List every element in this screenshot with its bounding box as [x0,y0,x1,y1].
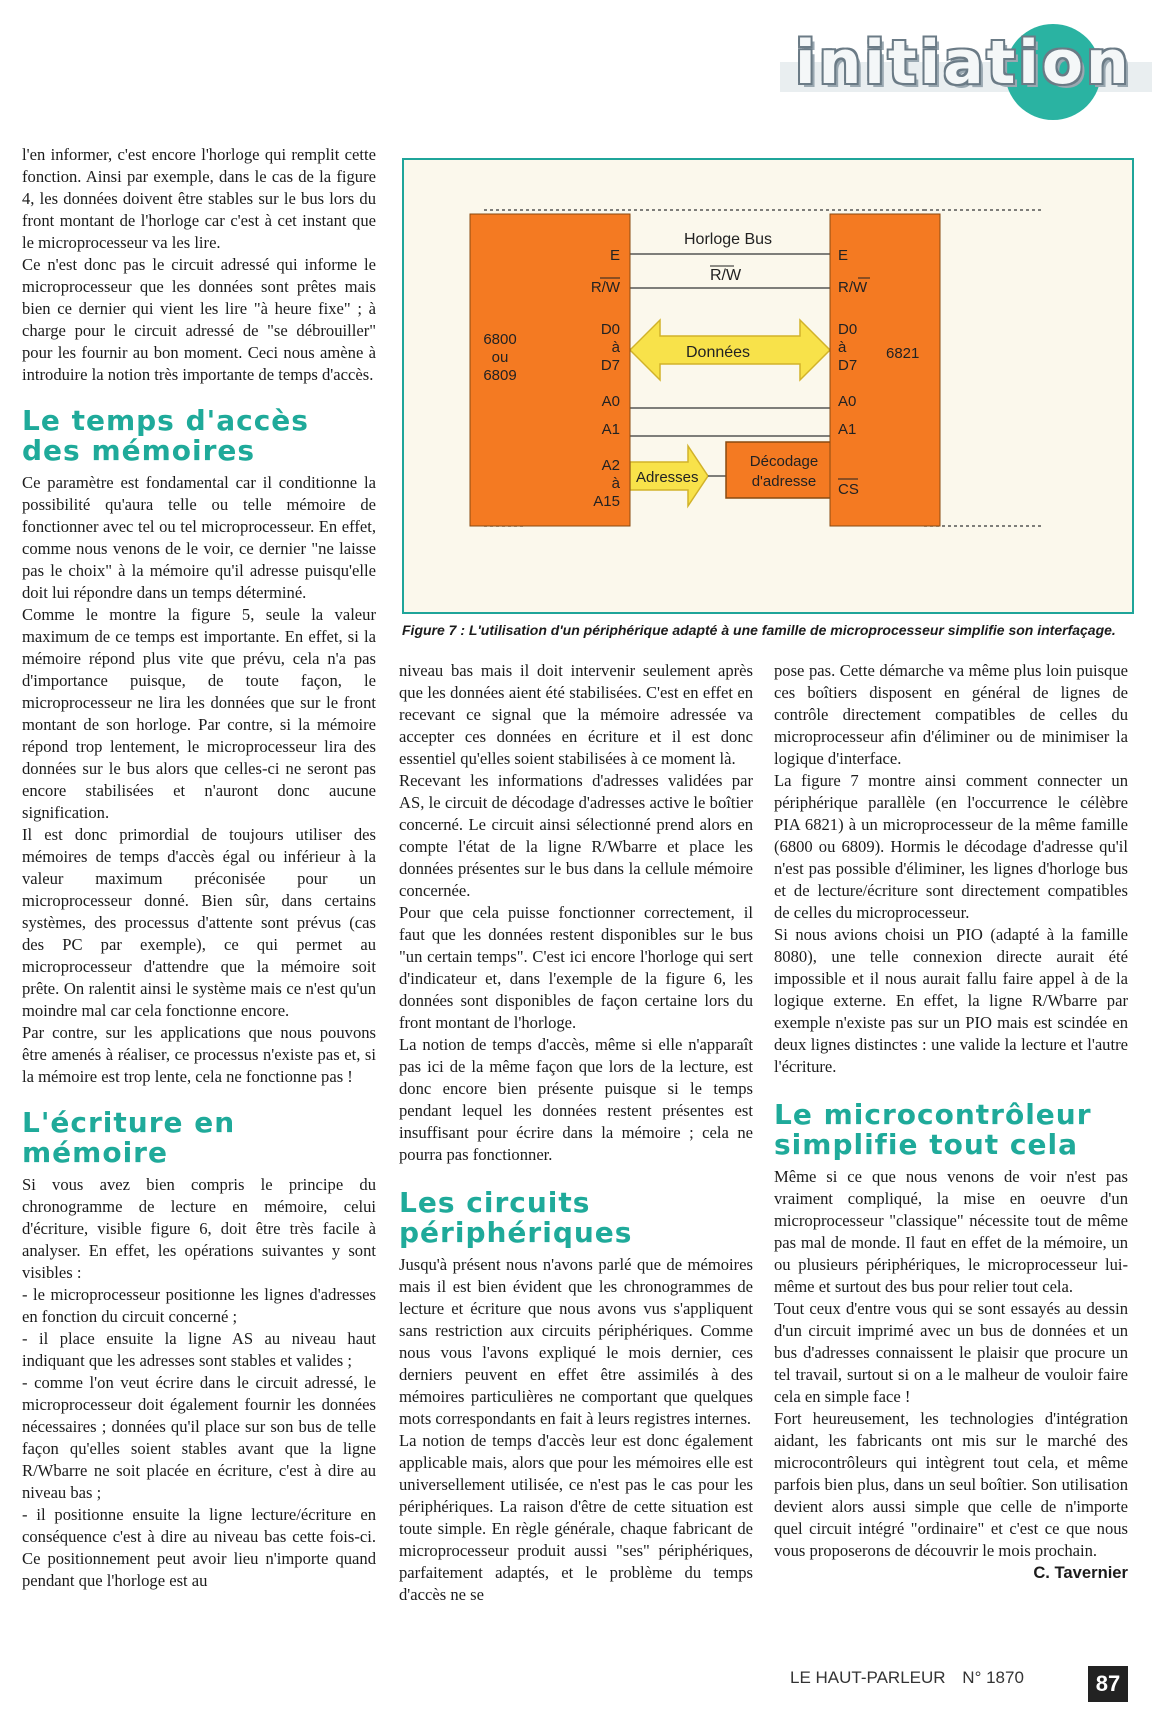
figure-7-diagram [404,160,1132,612]
right-pin-e: E [838,247,849,264]
heading-temps-acces: Le temps d'accès des mémoires [22,404,309,467]
paragraph: Comme le montre la figure 5, seule la valeur maximum de ce temps est importante. En effet, si la mémoire répond plus vite que prévu, cela n'a pas d'importance puisque, de toute façon, le microprocesseur ne lira les données que sur le front montant de son horloge. Par contre, si la mémoire répond trop lentement, le microprocesseur lira des données sur le bus alors que celles-ci ne seront pas encore stabilisées et n'auront donc aucune signification. [22,605,376,822]
paragraph: Si nous avions choisi un PIO (adapté à la famille 8080), une telle connexion directe aurait été impossible et il nous aurait fallu faire appel à de la logique externe. En effet, la ligne R/Wbarre par exemple n'existe pas sur un PIO mais est scindée en deux lignes distinctes : une valide la lecture et l'autre l'écriture. [774,925,1128,1076]
paragraph: Même si ce que nous venons de voir n'est pas vraiment compliqué, la mise en oeuvre d'un microprocesseur "classique" nécessite tout de même pas mal de monde. Il faut en effet de la mémoire, un ou plusieurs périphériques, le microprocesseur lui-même et surtout des bus pour relier tout cela. [774,1167,1128,1296]
paragraph: pose pas. Cette démarche va même plus loin puisque ces boîtiers disposent en général de lignes de contrôle directement compatibles de celles du microprocesseur afin d'éliminer ou de minimiser la logique d'interface. [774,661,1128,768]
page-number: 87 [1088,1666,1128,1702]
section-banner [780,10,1152,110]
left-pin-a0: A0 [601,393,620,410]
decoder-label-line2: d'adresse [751,473,817,490]
right-pin-d7: D7 [838,357,858,374]
left-pin-d7: D7 [600,357,620,374]
left-pin-a1: A1 [601,421,620,438]
paragraph: Tout ceux d'entre vous qui se sont essayés au dessin d'un circuit imprimé avec un bus de données et un bus d'adresses connaissent le plaisir que procure un tel travail, surtout si on a le malheur de vouloir faire cela en simple face ! [774,1299,1128,1406]
heading-ecriture-memoire: L'écriture en mémoire [22,1106,236,1169]
page-footer [790,1668,1080,1708]
data-bus-label: Données [686,344,751,361]
paragraph: Ce n'est donc pas le circuit adressé qui informe le microprocesseur que les données sont prêtes mais bien ce dernier qui vient les lire "à heure fixe" ; à charge pour le circuit adressé de "se débrouiller" pour les fournir au bon moment. Ceci nous amène à introduire la notion très importante de temps d'accès. [22,255,376,384]
column-1 [22,144,376,1592]
decoder-label-line1: Décodage [749,453,819,470]
section-title: initiation [795,28,1132,98]
right-pin-a1: A1 [838,421,857,438]
paragraph: La notion de temps d'accès leur est donc également applicable mais, alors que pour les mémoires elle est universellement utilisée, ce n'est pas le cas pour les périphériques. La raison d'être de cette situation est toute simple. En règle générale, chaque fabricant de microprocesseur produit aussi "ses" périphériques, parfaitement adaptés, et le problème du temps d'accès ne se [399,1431,753,1604]
paragraph: Pour que cela puisse fonctionner correctement, il faut que les données restent disponibles sur le bus "un certain temps". C'est ici encore l'horloge qui sert d'indicateur et, dans l'exemple de la figure 6, les données sont disponibles de façon certaine lors du front montant de l'horloge. [399,903,753,1032]
issue-number: N° 1870 [962,1668,1024,1687]
left-pin-a15: A15 [593,493,620,510]
list-item: - comme l'on veut écrire dans le circuit adressé, le microprocesseur doit également fournir les données nécessaires ; données qu'il place sur son bus de telle façon qu'elles soient stables avant que la ligne R/Wbarre ne soit placée en écriture, c'est à dire au niveau bas ; [22,1373,376,1502]
figure-caption: Figure 7 : L'utilisation d'un périphérique adapté à une famille de microprocesseur simplifie son interfaçage. [402,622,1116,638]
right-pin-a: à [838,339,847,356]
magazine-name: LE HAUT-PARLEUR [790,1668,946,1687]
left-chip-label: 6800 [483,331,517,348]
column-2 [399,660,753,1606]
left-pin-a: à [611,475,620,492]
paragraph: Par contre, sur les applications que nous pouvons être amenés à réaliser, ce processus n'existe pas et, si la mémoire est trop lente, cela ne fonctionne pas ! [22,1023,376,1086]
left-pin-d0: D0 [600,321,620,338]
address-label: Adresses [636,469,699,486]
right-chip-label: 6821 [886,345,920,362]
right-pin-a0: A0 [838,393,857,410]
bus-rw-label: R/W [710,267,742,284]
right-pin-cs: CS [838,481,859,498]
left-chip-label: ou [491,349,509,366]
list-item: - il place ensuite la ligne AS au niveau haut indiquant que les adresses sont stables et valides ; [22,1329,376,1370]
right-pin-d0: D0 [838,321,858,338]
paragraph: Fort heureusement, les technologies d'intégration aidant, les fabricants ont mis sur le marché des microcontrôleurs qui intègrent tout cela, et même parfois bien plus, dans un seul boîtier. Son utilisation devient alors aussi simple que celle de n'importe quel circuit intégré "ordinaire" et c'est ce que nous vous proposerons de découvrir le mois prochain. [774,1409,1128,1560]
bus-clock-label: Horloge Bus [684,231,773,248]
left-pin-a2: A2 [601,457,620,474]
author-signature: C. Tavernier [1033,1563,1128,1582]
paragraph: La notion de temps d'accès, même si elle n'apparaît pas ici de la même façon que lors de la lecture, est donc encore bien présente puisque si le temps pendant lequel les données restent présentes est insuffisant pour écrire dans la mémoire ; cela ne pourra pas fonctionner. [399,1035,753,1164]
paragraph: Si vous avez bien compris le principe du chronogramme de lecture en mémoire, celui d'écriture, visible figure 6, doit être très facile à analyser. En effet, les opérations suivantes y sont visibles : [22,1175,376,1282]
column-3 [774,660,1128,1584]
left-pin-e: E [609,247,620,264]
paragraph: Recevant les informations d'adresses validées par AS, le circuit de décodage d'adresses active le boîtier concerné. Le circuit ainsi sélectionné prend alors en compte l'état de la ligne R/Wbarre et place les données présentes sur le bus dans la cellule mémoire concernée. [399,771,753,900]
heading-circuits-peripheriques: Les circuits périphériques [399,1186,633,1249]
paragraph: l'en informer, c'est encore l'horloge qui remplit cette fonction. Ainsi par exemple, dans le cas de la figure 4, les données doivent être stables sur le bus lors du front montant de l'horloge car c'est à cet instant que le microprocesseur va les lire. [22,145,376,252]
paragraph: Il est donc primordial de toujours utiliser des mémoires de temps d'accès égal ou inférieur à la valeur maximum préconisée pour un microprocesseur donné. Bien sûr, dans certains systèmes, des processus d'attente sont prévus (cas des PC par exemple), ce qui permet au microprocesseur d'attendre que la mémoire soit prête. On ralentit ainsi le système mais ce n'est qu'un moindre mal car cela fonctionne encore. [22,825,376,1020]
paragraph: Ce paramètre est fondamental car il conditionne la possibilité qu'aura telle ou telle mémoire de fonctionner avec tel ou tel microprocesseur. En effet, comme nous venons de le voir, ce dernier "ne laisse pas le choix" à la mémoire qu'il adresse puisqu'elle doit lui répondre dans un temps déterminé. [22,473,376,602]
figure-7 [402,158,1134,614]
left-pin-a: à [611,339,620,356]
right-pin-rw: R/W [838,279,868,296]
heading-microcontroleur: Le microcontrôleur simplifie tout cela [774,1098,1092,1161]
paragraph: La figure 7 montre ainsi comment connecter un périphérique parallèle (en l'occurrence le célèbre PIA 6821) à un microprocesseur de la même famille (6800 ou 6809). Hormis le décodage d'adresse qu'il n'est pas possible d'éliminer, les lignes d'horloge bus et de lecture/écriture sont directement compatibles de celles du microprocesseur. [774,771,1128,922]
left-chip-label: 6809 [483,367,517,384]
list-item: - le microprocesseur positionne les lignes d'adresses en fonction du circuit concerné ; [22,1285,376,1326]
paragraph: niveau bas mais il doit intervenir seulement après que les données aient été stabilisées. C'est en effet en recevant ce signal que la mémoire adressée va accepter ces données en écriture et il est donc essentiel qu'elles soient stabilisées à ce moment là. [399,661,753,768]
left-pin-rw: R/W [590,279,620,296]
paragraph: Jusqu'à présent nous n'avons parlé que de mémoires mais il est bien évident que les chronogrammes de lecture et écriture que nous avons vus s'appliquent sans restriction aux circuits périphériques. Comme nous vous l'avons expliqué le mois dernier, ces derniers peuvent en effet être assimilés à des mémoires particulières ne comportant que quelques mots correspondants en fait à leurs registres internes. [399,1255,753,1428]
list-item: - il positionne ensuite la ligne lecture/écriture en conséquence c'est à dire au niveau bas cette fois-ci. Ce positionnement peut avoir lieu n'importe quand pendant que l'horloge est au [22,1505,376,1590]
